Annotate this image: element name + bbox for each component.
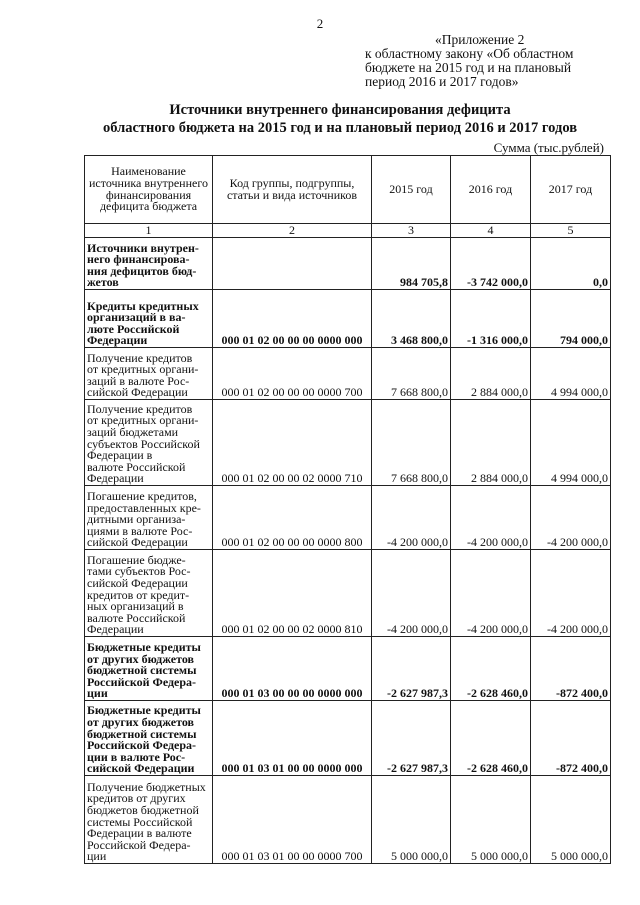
page-number: 2: [316, 16, 324, 31]
table-row: [85, 701, 611, 776]
source-name: Погашение бюдже- тами субъектов Рос- сийской Федерации кредитов от кредит- ных организаций в валюте Российской Федерации: [85, 550, 213, 637]
amount-2017: 4 994 000,0: [531, 400, 611, 486]
amount-2017: -872 400,0: [531, 637, 611, 701]
amount-2015: -2 627 987,3: [372, 701, 451, 776]
amount-2015: 3 468 800,0: [372, 290, 451, 348]
financing-sources-table: [84, 155, 611, 864]
table-row: [85, 238, 611, 290]
amount-2015: -4 200 000,0: [372, 550, 451, 637]
amount-2016: 2 884 000,0: [451, 348, 531, 400]
amount-2015: -2 627 987,3: [372, 637, 451, 701]
column-index-row: [85, 224, 611, 238]
amount-2017: 4 994 000,0: [531, 348, 611, 400]
appendix-line-1: «Приложение 2: [435, 32, 525, 47]
amount-2015: -4 200 000,0: [372, 486, 451, 550]
header-2015: 2015 год: [372, 156, 451, 224]
amount-2017: -4 200 000,0: [531, 550, 611, 637]
header-2016: 2016 год: [451, 156, 531, 224]
document-title: [60, 101, 620, 137]
amount-2016: -2 628 460,0: [451, 701, 531, 776]
table-row: [85, 290, 611, 348]
source-name: Получение бюджетных кредитов от других бюджетов бюджетной системы Российской Федерации в валюте Российской Федера- ции: [85, 776, 213, 864]
source-name: Погашение кредитов, предоставленных кре- дитными организа- циями в валюте Рос- сийской Федерации: [85, 486, 213, 550]
table-row: [85, 348, 611, 400]
column-index: 2: [213, 224, 372, 238]
source-name: Бюджетные кредиты от других бюджетов бюджетной системы Российской Федера- ции: [85, 637, 213, 701]
amount-2017: 0,0: [531, 238, 611, 290]
amount-2015: 5 000 000,0: [372, 776, 451, 864]
column-index: 1: [85, 224, 213, 238]
header-code: Код группы, подгруппы, статьи и вида источников: [213, 156, 372, 224]
source-code: 000 01 03 00 00 00 0000 000: [213, 637, 372, 701]
source-name: Кредиты кредитных организаций в ва- люте Российской Федерации: [85, 290, 213, 348]
amount-2016: -4 200 000,0: [451, 486, 531, 550]
source-code: 000 01 02 00 00 00 0000 700: [213, 348, 372, 400]
title-line-1: Источники внутреннего финансирования дефицита: [169, 102, 511, 118]
table-row: [85, 637, 611, 701]
source-name: Получение кредитов от кредитных органи- заций бюджетами субъектов Российской Федерации в валюте Российской Федерации: [85, 400, 213, 486]
amount-2017: 5 000 000,0: [531, 776, 611, 864]
title-line-2: областного бюджета на 2015 год и на плановый период 2016 и 2017 годов: [102, 120, 578, 136]
column-index: 3: [372, 224, 451, 238]
source-name: Бюджетные кредиты от других бюджетов бюджетной системы Российской Федера- ции в валюте Рос- сийской Федерации: [85, 701, 213, 776]
source-name: Источники внутрен- него финансирова- ния дефицитов бюд- жетов: [85, 238, 213, 290]
source-code: 000 01 02 00 00 00 0000 000: [213, 290, 372, 348]
source-code: 000 01 03 01 00 00 0000 000: [213, 701, 372, 776]
amount-2016: -1 316 000,0: [451, 290, 531, 348]
table-row: [85, 400, 611, 486]
amount-2017: -4 200 000,0: [531, 486, 611, 550]
source-name: Получение кредитов от кредитных органи- заций в валюте Рос- сийской Федерации: [85, 348, 213, 400]
amount-2016: -2 628 460,0: [451, 637, 531, 701]
table-header-row: [85, 156, 611, 224]
appendix-line-3: бюджете на 2015 год и на плановый: [365, 60, 572, 75]
source-code: 000 01 02 00 00 02 0000 810: [213, 550, 372, 637]
amount-2016: -4 200 000,0: [451, 550, 531, 637]
column-index: 5: [531, 224, 611, 238]
amount-2015: 7 668 800,0: [372, 348, 451, 400]
source-code: [213, 238, 372, 290]
appendix-line-4: период 2016 и 2017 годов»: [365, 74, 519, 89]
amount-2016: 5 000 000,0: [451, 776, 531, 864]
amount-2016: -3 742 000,0: [451, 238, 531, 290]
amount-2016: 2 884 000,0: [451, 400, 531, 486]
amount-2015: 7 668 800,0: [372, 400, 451, 486]
unit-label: Сумма (тыс.рублей): [493, 140, 604, 155]
column-index: 4: [451, 224, 531, 238]
header-name: Наименование источника внутреннего финансирования дефицита бюджета: [85, 156, 213, 224]
table-row: [85, 486, 611, 550]
appendix-line-2: к областному закону «Об областном: [365, 46, 574, 61]
amount-2017: -872 400,0: [531, 701, 611, 776]
amount-2017: 794 000,0: [531, 290, 611, 348]
table-row: [85, 550, 611, 637]
amount-2015: 984 705,8: [372, 238, 451, 290]
source-code: 000 01 02 00 00 00 0000 800: [213, 486, 372, 550]
appendix-note: [365, 33, 627, 89]
header-2017: 2017 год: [531, 156, 611, 224]
source-code: 000 01 03 01 00 00 0000 700: [213, 776, 372, 864]
source-code: 000 01 02 00 00 02 0000 710: [213, 400, 372, 486]
table-row: [85, 776, 611, 864]
